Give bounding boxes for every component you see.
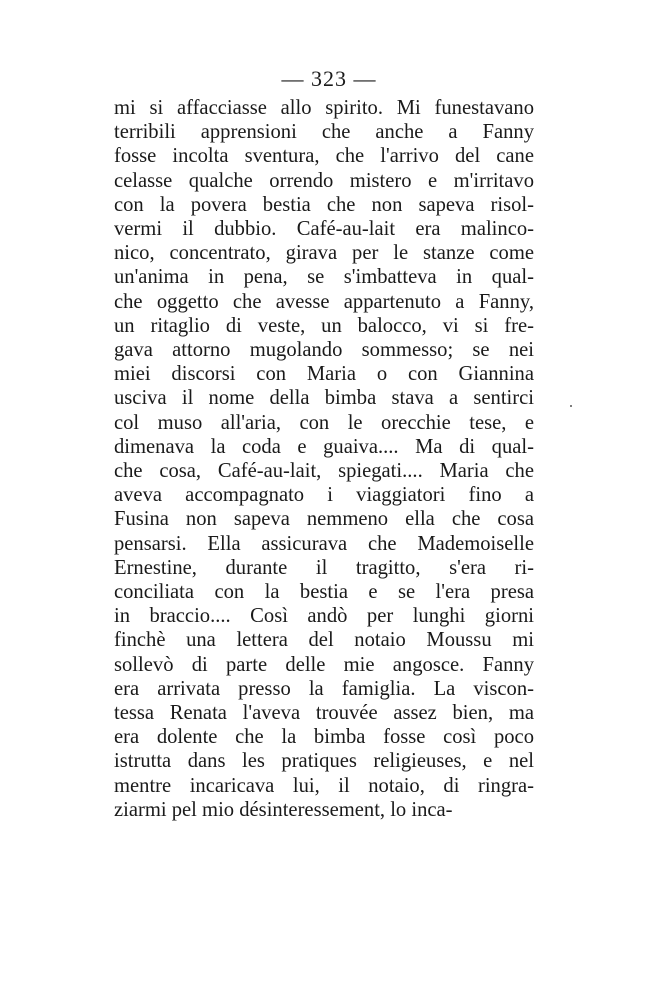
text-line: ziarmi pel mio désinteressement, lo inca-	[114, 798, 453, 821]
text-line: Fusina non sapeva nemmeno ella che cosa	[114, 508, 534, 531]
text-line: aveva accompagnato i viaggiatori fino a	[114, 484, 534, 507]
page-number: — 323 —	[281, 66, 377, 91]
text-line: tessa Renata l'aveva trouvée assez bien, ma	[114, 702, 534, 725]
text-line: finchè una lettera del notaio Moussu mi	[114, 629, 534, 652]
text-line: mentre incaricava lui, il notaio, di ringra-	[114, 774, 534, 797]
text-line: era dolente che la bimba fosse così poco	[114, 726, 534, 749]
text-line: usciva il nome della bimba stava a sentirci	[114, 387, 534, 410]
text-line: un ritaglio di veste, un balocco, vi si fre-	[114, 314, 534, 337]
text-line: istrutta dans les pratiques religieuses, e nel	[114, 750, 534, 773]
text-line: vermi il dubbio. Café-au-lait era malinco-	[114, 218, 534, 241]
text-line: sollevò di parte delle mie angosce. Fanny	[114, 653, 534, 676]
text-line: nico, concentrato, girava per le stanze come	[114, 242, 534, 265]
text-line: pensarsi. Ella assicurava che Mademoiselle	[114, 532, 534, 555]
scan-speck	[570, 405, 572, 407]
text-line: gava attorno mugolando sommesso; se nei	[114, 339, 534, 362]
text-line: col muso all'aria, con le orecchie tese, e	[114, 411, 534, 434]
text-line: dimenava la coda e guaiva.... Ma di qual-	[114, 435, 534, 458]
body-text	[114, 96, 534, 822]
text-line: un'anima in pena, se s'imbatteva in qual-	[114, 266, 534, 289]
text-line: con la povera bestia che non sapeva risol-	[114, 193, 534, 216]
text-line: che cosa, Café-au-lait, spiegati.... Maria che	[114, 460, 534, 483]
text-line: mi si affacciasse allo spirito. Mi funestavano	[114, 97, 534, 119]
text-line: in braccio.... Così andò per lunghi giorni	[114, 605, 534, 628]
text-line: celasse qualche orrendo mistero e m'irritavo	[114, 169, 534, 192]
text-line: che oggetto che avesse appartenuto a Fanny,	[114, 290, 534, 313]
text-line: fosse incolta sventura, che l'arrivo del cane	[114, 145, 534, 168]
text-line: conciliata con la bestia e se l'era presa	[114, 581, 534, 604]
text-line: Ernestine, durante il tragitto, s'era ri-	[114, 556, 534, 579]
text-line: era arrivata presso la famiglia. La viscon-	[114, 677, 534, 700]
text-line: terribili apprensioni che anche a Fanny	[114, 121, 534, 144]
text-line: miei discorsi con Maria o con Giannina	[114, 363, 534, 386]
